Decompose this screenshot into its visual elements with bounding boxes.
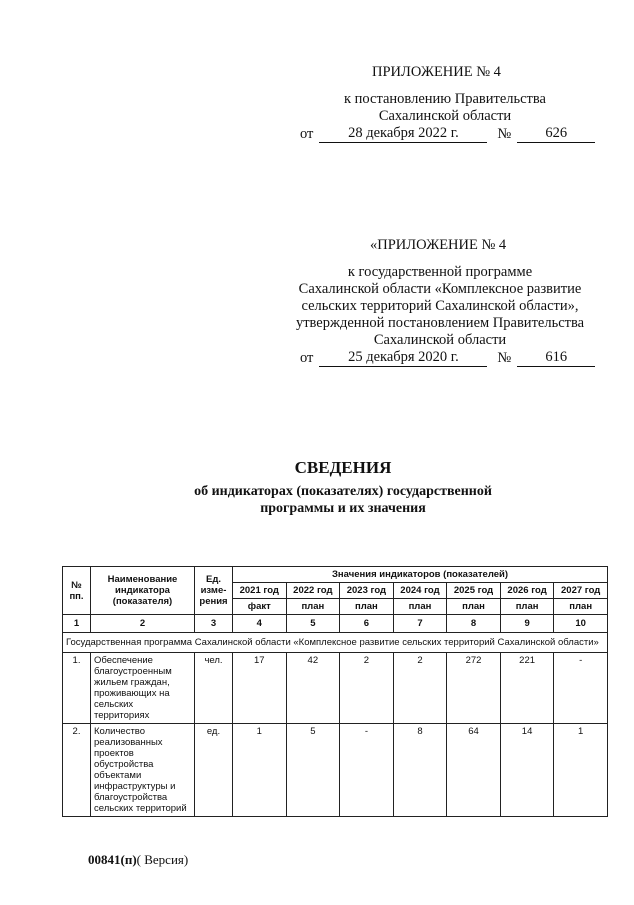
program-line-1: к государственной программе [347,264,533,280]
header-type: план [393,599,447,615]
value-cell: - [554,653,608,724]
from-label: от [300,126,314,142]
column-number: 3 [195,615,233,633]
column-number: 1 [63,615,91,633]
header-type: план [286,599,340,615]
from-label: от [300,350,314,366]
decree-line-2: Сахалинской области [378,108,512,124]
program-line-4: утвержденной постановлением Правительства [295,315,585,331]
document-version: ( Версия) [136,852,189,867]
value-cell: 17 [233,653,287,724]
value-cell: 1 [554,724,608,817]
value-cell: 2 [393,653,447,724]
header-type: план [340,599,394,615]
column-number: 8 [447,615,501,633]
value-cell: 2 [340,653,394,724]
row-number: 1. [63,653,91,724]
value-cell: 272 [447,653,501,724]
header-year: 2027 год [554,583,608,599]
header-year: 2022 год [286,583,340,599]
header-year: 2026 год [500,583,554,599]
header-year: 2024 год [393,583,447,599]
section-row [63,633,608,653]
number-label: № [497,126,512,142]
program-date: 25 декабря 2020 г. [319,348,487,367]
header-type: план [500,599,554,615]
column-number: 2 [91,615,195,633]
program-date-row [300,348,595,367]
document-code [88,852,188,868]
appendix-title: ПРИЛОЖЕНИЕ № 4 [372,64,501,80]
indicator-unit: ед. [195,724,233,817]
number-label: № [497,350,512,366]
value-cell: - [340,724,394,817]
doc-title: СВЕДЕНИЯ [294,458,392,477]
indicator-unit: чел. [195,653,233,724]
value-cell: 5 [286,724,340,817]
indicator-name: Обеспечение благоустроенным жильем граждан, проживающих на сельских территориях [91,653,195,724]
header-type: план [447,599,501,615]
doc-subtitle-1: об индикаторах (показателях) государственной [194,484,492,499]
decree-line-1: к постановлению Правительства [344,91,546,107]
header-type: план [554,599,608,615]
program-line-3: сельских территорий Сахалинской области», [301,298,579,314]
header-unit: Ед. изме- рения [195,567,233,615]
program-appendix-title: «ПРИЛОЖЕНИЕ № 4 [370,237,507,253]
header-values: Значения индикаторов (показателей) [233,567,608,583]
table-header-row [63,567,608,583]
section-title: Государственная программа Сахалинской области «Комплексное развитие сельских территорий Сахалинской области» [63,633,608,653]
decree-date-row [300,124,595,143]
table-row [63,653,608,724]
table-row [63,724,608,817]
header-no: № пп. [63,567,91,615]
value-cell: 221 [500,653,554,724]
column-number: 9 [500,615,554,633]
column-number: 6 [340,615,394,633]
indicator-name: Количество реализованных проектов обустройства объектами инфраструктуры и благоустройства сельских территорий [91,724,195,817]
value-cell: 14 [500,724,554,817]
program-line-2: Сахалинской области «Комплексное развитие [298,281,582,297]
header-name: Наименование индикатора (показателя) [91,567,195,615]
document-code-number: 00841(п) [88,852,137,867]
header-year: 2023 год [340,583,394,599]
column-number: 7 [393,615,447,633]
row-number: 2. [63,724,91,817]
value-cell: 42 [286,653,340,724]
decree-date: 28 декабря 2022 г. [319,124,487,143]
header-year: 2021 год [233,583,287,599]
program-number: 616 [517,348,595,367]
column-numbers-row [63,615,608,633]
column-number: 5 [286,615,340,633]
header-type: факт [233,599,287,615]
decree-number: 626 [517,124,595,143]
indicators-table [62,566,608,817]
value-cell: 1 [233,724,287,817]
program-line-5: Сахалинской области [373,332,507,348]
value-cell: 8 [393,724,447,817]
header-year: 2025 год [447,583,501,599]
column-number: 10 [554,615,608,633]
doc-subtitle-2: программы и их значения [260,501,426,516]
value-cell: 64 [447,724,501,817]
column-number: 4 [233,615,287,633]
